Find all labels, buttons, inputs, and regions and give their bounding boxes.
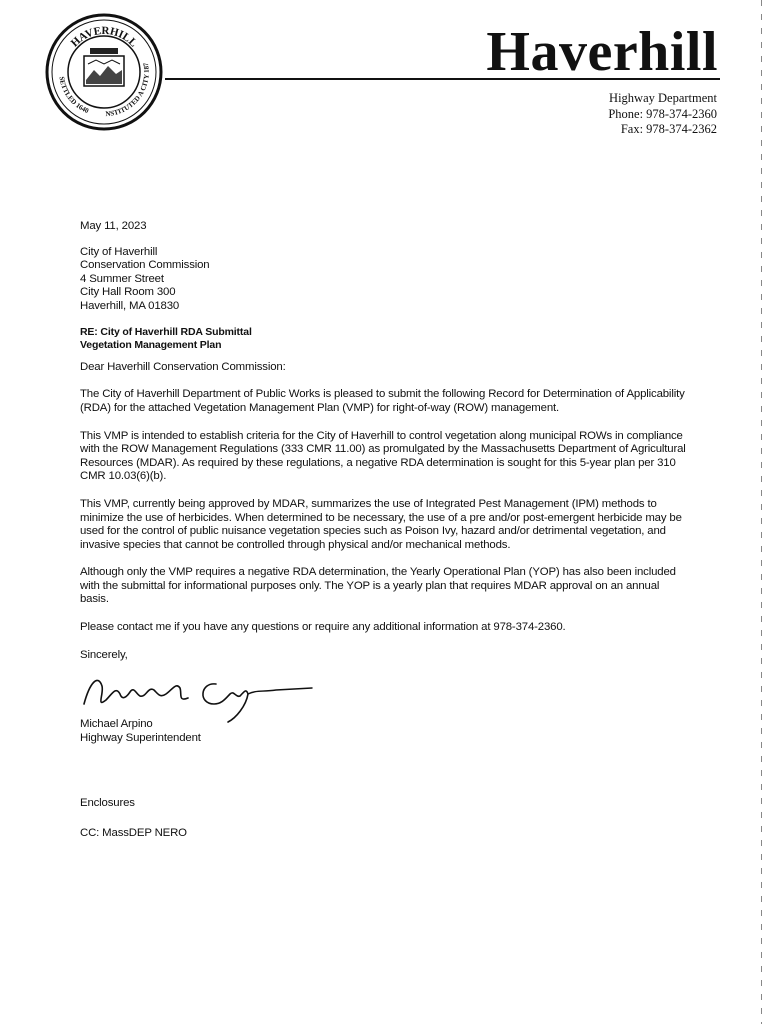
body-paragraph: This VMP, currently being approved by MDAR, summarizes the use of Integrated Pest Management (IPM) methods to minimize the use of herbicides. When determined to be necessary, the use of a pre and/or post-emergent herbicide may be used for the control of public nuisance vegetation species such as Poison Ivy, hazard and/or detrimental vegetation, and invasive species that cannot be controlled through physical and/or mechanical methods. — [80, 497, 682, 551]
subject-line-2: Vegetation Management Plan — [80, 339, 222, 352]
department-name: Highway Department — [609, 91, 717, 105]
subject-line-1: RE: City of Haverhill RDA Submittal — [80, 325, 252, 338]
body-paragraph: This VMP is intended to establish criteria for the City of Haverhill to control vegetation along municipal ROWs in compliance with the ROW Management Regulations (333 CMR 11.00) as promulgated by the Massachusetts Department of Agricultural Resources (MDAR). As required by these regulations, a negative RDA determination is sought for this 5-year plan per 310 CMR 10.03(6)(b). — [80, 429, 686, 483]
address-line: 4 Summer Street — [80, 272, 164, 285]
letter-date: May 11, 2023 — [80, 220, 147, 232]
city-seal-logo — [44, 12, 164, 132]
cc-line: CC: MassDEP NERO — [80, 827, 187, 840]
scan-edge-divider — [761, 0, 762, 1024]
svg-text:HAVERHILL: HAVERHILL — [68, 24, 140, 50]
salutation: Dear Haverhill Conservation Commission: — [80, 360, 286, 373]
svg-text:INSTITUTED A CITY 1870: NSTITUTED A CITY 187 — [105, 62, 151, 119]
fax-number: Fax: 978-374-2362 — [620, 122, 717, 136]
signer-name: Michael Arpino — [80, 718, 153, 731]
letter-body — [80, 220, 690, 841]
enclosures-note: Enclosures — [80, 797, 135, 810]
subject-line — [80, 326, 690, 353]
address-line: Conservation Commission — [80, 259, 210, 272]
recipient-address — [80, 246, 690, 314]
address-line: Haverhill, MA 01830 — [80, 299, 180, 312]
closing: Sincerely, — [80, 648, 128, 661]
body-paragraph: Please contact me if you have any questions or require any additional information at 978-374-2360. — [80, 621, 566, 634]
signer-title: Highway Superintendent — [80, 731, 201, 744]
phone-number: Phone: 978-374-2360 — [608, 106, 717, 121]
svg-text:SETTLED 1640: SETTLED 1640 — [57, 75, 90, 116]
letterhead-city-name: Haverhill — [486, 21, 718, 83]
address-line: City Hall Room 300 — [80, 286, 176, 299]
handwritten-signature — [76, 664, 316, 724]
letterhead-contact — [608, 91, 717, 138]
body-paragraph: Although only the VMP requires a negative RDA determination, the Yearly Operational Plan (YOP) has also been included with the submittal for informational purposes only. The YOP is a yearly plan that requires MDAR approval on an annual basis. — [80, 566, 676, 606]
body-paragraph: The City of Haverhill Department of Public Works is pleased to submit the following Record for Determination of Applicability (RDA) for the attached Vegetation Management Plan (VMP) for right-of-way (ROW) management. — [80, 388, 685, 414]
address-line: City of Haverhill — [80, 245, 158, 258]
signer-block — [80, 718, 690, 745]
